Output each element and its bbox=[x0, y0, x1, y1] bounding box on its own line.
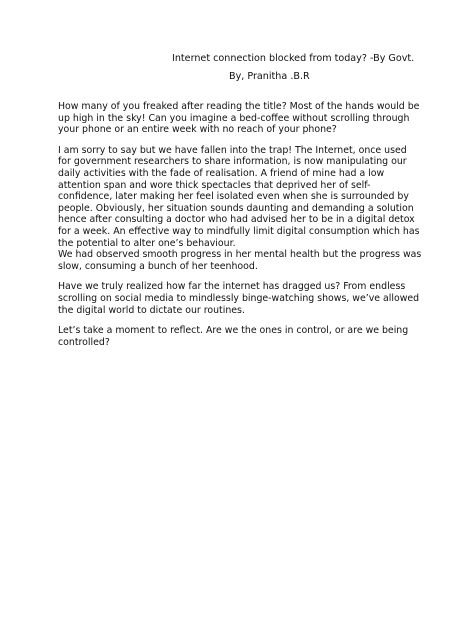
document-author: By, Pranitha .B.R bbox=[229, 71, 310, 82]
document-body bbox=[58, 101, 422, 357]
paragraph-1: How many of you freaked after reading the title? Most of the hands would be up high in the sky! Can you imagine a bed-coffee without scrolling through your phone or an entire week with no reach of your phone? bbox=[58, 101, 420, 136]
paragraph-3: Have we truly realized how far the internet has dragged us? From endless scrolling on social media to mindlessly binge-watching shows, we’ve allowed the digital world to dictate our routines. bbox=[58, 281, 420, 316]
paragraph-4: Let’s take a moment to reflect. Are we the ones in control, or are we being controlled? bbox=[58, 325, 409, 348]
paragraph-2: I am sorry to say but we have fallen into the trap! The Internet, once used for government researchers to share information, is now manipulating our daily activities with the fade of realisation. A friend of mine had a low attention span and wore thick spectacles that deprived her of self-confidence, later making her feel isolated even when she is surrounded by people. Obviously, her situation sounds daunting and demanding a solution hence after consulting a doctor who had advised her to be in a digital detox for a week. An effective way to mindfully limit digital consumption which has the potential to alter one’s behaviour. We had observed smooth progress in her mental health but the progress was slow, consuming a bunch of her teenhood. bbox=[58, 144, 422, 272]
document-title: Internet connection blocked from today? -By Govt. bbox=[172, 53, 415, 64]
